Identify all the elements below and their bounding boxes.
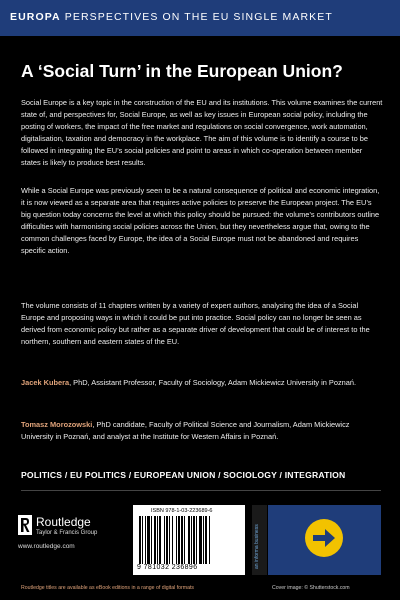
- informa-label: an informa business: [254, 524, 260, 569]
- author-name-2: Tomasz Morozowski: [21, 420, 93, 429]
- book-title: A ‘Social Turn’ in the European Union?: [21, 61, 343, 81]
- ebook-note: Routledge titles are available as eBook editions in a range of digital formats: [21, 585, 195, 591]
- subject-categories: POLITICS / EU POLITICS / EUROPEAN UNION / SOCIOLOGY / INTEGRATION: [21, 470, 346, 480]
- publisher-name: Routledge: [36, 515, 91, 529]
- author-desc-2: , PhD candidate, Faculty of Political Science and Journalism, Adam Mickiewicz University in Poznań, and analyst at the Institute for Western Affairs in Poznań.: [21, 420, 350, 441]
- author-bio-1: [21, 377, 383, 389]
- isbn-label: ISBN 978-1-03-223689-6: [151, 508, 213, 514]
- publisher-logo: [18, 515, 113, 575]
- series-title: [10, 11, 333, 23]
- series-title-rest: PERSPECTIVES ON THE EU SINGLE MARKET: [60, 11, 333, 23]
- cover-credit: Cover image: © Shutterstock.com: [272, 585, 350, 591]
- series-title-bold: EUROPA: [10, 11, 61, 23]
- publisher-url: www.routledge.com: [18, 543, 75, 550]
- blurb-paragraph-3: The volume consists of 11 chapters written by a variety of expert authors, analysing the idea of a Social Europe and proposing ways in which it could be put into practice. Social policy can no longer be seen as derived from economic policy but rather as a separate driver of development that could be of interest to the northern, southern and eastern states of the EU.: [21, 301, 370, 346]
- author-desc-1: , PhD, Assistant Professor, Faculty of Sociology, Adam Mickiewicz University in Poznań.: [69, 378, 357, 387]
- isbn-digits: 9 781032 236896: [137, 564, 198, 571]
- divider: [21, 490, 381, 491]
- cover-image: [268, 505, 381, 575]
- isbn-barcode: [133, 505, 245, 575]
- informa-strip: [252, 505, 267, 575]
- blurb-paragraph-1: Social Europe is a key topic in the construction of the EU and its institutions. This volume examines the current state of, and perspectives for, Social Europe, as well as key issues in European social policy, including the posting of workers, the impact of the free market and regulations on social convergence, work automation, digitalisation, taxation and democracy in the workplace. The aim of this volume is to identify a course to be followed in integrating the EU’s social policies and point to areas in which co-operation between member states is likely to produce best results.: [21, 98, 383, 167]
- routledge-r-icon: [18, 515, 32, 535]
- blurb-paragraph-2: While a Social Europe was previously seen to be a natural consequence of political and economic integration, it is now viewed as a separate area that requires active policies to preserve the European project. The EU’s big question today concerns the level at which this policy should be pursued: the volume’s contributors outline difficulties with harmonising social policies across the Union, but they nevertheless argue that, owing to the common challenges faced by Europe, the idea of a Social Europe must not be abandoned and requires specific action.: [21, 186, 380, 255]
- barcode-icon: [139, 516, 239, 564]
- author-bio-2: [21, 419, 383, 443]
- publisher-group: Taylor & Francis Group: [36, 530, 98, 536]
- author-name-1: Jacek Kubera: [21, 378, 70, 387]
- series-banner: [0, 0, 400, 36]
- arrow-sign-icon: [304, 518, 344, 558]
